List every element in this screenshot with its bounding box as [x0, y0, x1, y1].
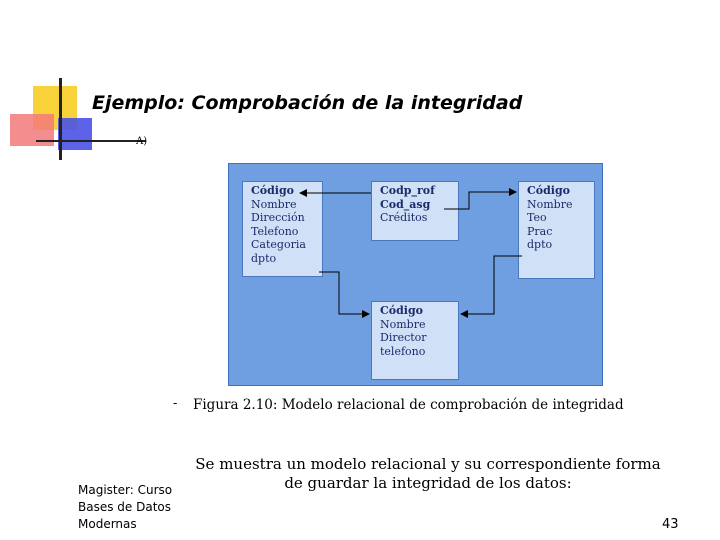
table-field: Teo: [527, 211, 547, 224]
table-field: Cod_asg: [380, 197, 431, 211]
logo-blue-square: [58, 118, 92, 150]
table-field: Telefono: [251, 224, 299, 238]
table-field: Categoria: [251, 238, 306, 251]
table-field: Prac: [527, 224, 553, 238]
table-field: dpto: [251, 251, 277, 265]
table-field: Codp_rof: [380, 184, 435, 197]
table-field: Dirección: [251, 211, 305, 224]
relational-diagram: [228, 163, 603, 386]
table-field: Nombre: [527, 197, 573, 211]
arrow-to-right-codigo: [444, 192, 516, 209]
logo-horizontal-line: [36, 140, 146, 142]
table-field: Director: [380, 331, 427, 344]
body-text: Se muestra un modelo relacional y su correspondiente forma de guardar la integridad de los datos:: [195, 455, 661, 492]
table-field: Código: [380, 304, 423, 317]
figure-caption: Figura 2.10: Modelo relacional de comprobación de integridad: [193, 397, 624, 413]
table-field: Nombre: [251, 197, 297, 211]
table-field: Código: [527, 184, 570, 197]
arrow-right-dpto-to-bottom: [461, 256, 522, 314]
table-field: Nombre: [380, 317, 426, 331]
arrow-left-dpto-to-bottom: [319, 272, 369, 314]
slide-title: Ejemplo: Comprobación de la integridad: [92, 92, 523, 114]
table-field: telefono: [380, 344, 426, 358]
logo-vertical-line: [59, 78, 62, 160]
caption-bullet: -: [173, 396, 178, 410]
slide-subtitle: A): [136, 136, 148, 147]
table-field: dpto: [527, 238, 553, 251]
footer-line: Bases de Datos: [78, 500, 171, 514]
footer-line: Magister: Curso: [78, 483, 173, 497]
relationship-arrows: [229, 164, 604, 387]
table-field: Código: [251, 184, 294, 197]
footer-course: [78, 482, 172, 533]
page-number: 43: [662, 517, 679, 532]
table-field: Créditos: [380, 211, 428, 224]
footer-line: Modernas: [78, 517, 137, 531]
